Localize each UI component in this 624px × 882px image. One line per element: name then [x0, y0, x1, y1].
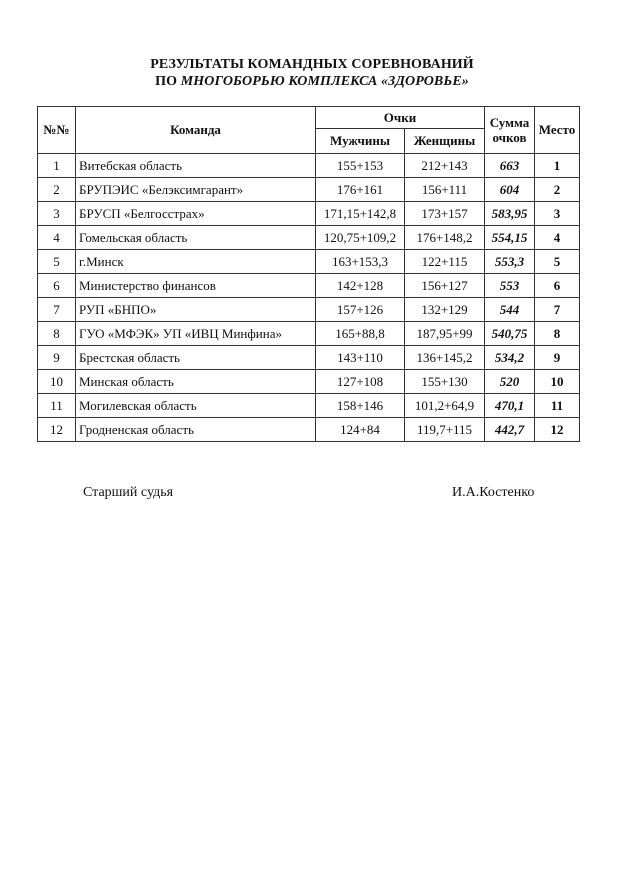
header-num: №№ [38, 107, 76, 154]
cell-men: 171,15+142,8 [316, 202, 405, 226]
table-row [38, 418, 580, 442]
cell-num: 6 [38, 274, 76, 298]
cell-place: 1 [535, 154, 580, 178]
cell-team: Гомельская область [76, 226, 316, 250]
cell-women: 212+143 [405, 154, 485, 178]
document-title-line2 [0, 74, 624, 90]
cell-place: 6 [535, 274, 580, 298]
cell-women: 176+148,2 [405, 226, 485, 250]
cell-men: 155+153 [316, 154, 405, 178]
cell-women: 187,95+99 [405, 322, 485, 346]
cell-women: 156+111 [405, 178, 485, 202]
header-sum [485, 107, 535, 154]
cell-women: 156+127 [405, 274, 485, 298]
cell-num: 10 [38, 370, 76, 394]
cell-team: Витебская область [76, 154, 316, 178]
cell-place: 5 [535, 250, 580, 274]
results-table [37, 106, 580, 442]
cell-women: 101,2+64,9 [405, 394, 485, 418]
cell-men: 165+88,8 [316, 322, 405, 346]
table-row [38, 346, 580, 370]
header-place: Место [535, 107, 580, 154]
cell-team: БРУПЭИС «Белэксимгарант» [76, 178, 316, 202]
cell-sum: 520 [485, 370, 535, 394]
cell-team: г.Минск [76, 250, 316, 274]
header-team: Команда [76, 107, 316, 154]
cell-place: 4 [535, 226, 580, 250]
cell-place: 12 [535, 418, 580, 442]
table-row [38, 178, 580, 202]
cell-place: 10 [535, 370, 580, 394]
title-line2-prefix: ПО [155, 74, 181, 89]
cell-sum: 583,95 [485, 202, 535, 226]
cell-num: 4 [38, 226, 76, 250]
table-row [38, 298, 580, 322]
cell-sum: 534,2 [485, 346, 535, 370]
cell-team: Могилевская область [76, 394, 316, 418]
cell-place: 11 [535, 394, 580, 418]
cell-women: 132+129 [405, 298, 485, 322]
cell-women: 155+130 [405, 370, 485, 394]
cell-num: 3 [38, 202, 76, 226]
table-row [38, 154, 580, 178]
cell-men: 163+153,3 [316, 250, 405, 274]
cell-team: РУП «БНПО» [76, 298, 316, 322]
cell-num: 8 [38, 322, 76, 346]
cell-men: 124+84 [316, 418, 405, 442]
title-line2-italic: МНОГОБОРЬЮ КОМПЛЕКСА «ЗДОРОВЬЕ» [180, 74, 469, 89]
cell-num: 12 [38, 418, 76, 442]
cell-sum: 604 [485, 178, 535, 202]
table-row [38, 370, 580, 394]
table-row [38, 322, 580, 346]
cell-sum: 544 [485, 298, 535, 322]
cell-num: 7 [38, 298, 76, 322]
cell-place: 9 [535, 346, 580, 370]
cell-men: 143+110 [316, 346, 405, 370]
cell-place: 2 [535, 178, 580, 202]
cell-num: 11 [38, 394, 76, 418]
cell-women: 173+157 [405, 202, 485, 226]
table-row [38, 274, 580, 298]
cell-women: 119,7+115 [405, 418, 485, 442]
judge-name: И.А.Костенко [452, 485, 535, 500]
cell-team: Минская область [76, 370, 316, 394]
cell-sum: 470,1 [485, 394, 535, 418]
cell-num: 9 [38, 346, 76, 370]
cell-sum: 553,3 [485, 250, 535, 274]
cell-sum: 540,75 [485, 322, 535, 346]
cell-team: Министерство финансов [76, 274, 316, 298]
cell-team: ГУО «МФЭК» УП «ИВЦ Минфина» [76, 322, 316, 346]
document-title-line1: РЕЗУЛЬТАТЫ КОМАНДНЫХ СОРЕВНОВАНИЙ [150, 57, 474, 72]
header-points: Очки [316, 107, 485, 129]
cell-team: Брестская область [76, 346, 316, 370]
cell-men: 127+108 [316, 370, 405, 394]
table-row [38, 394, 580, 418]
judge-role: Старший судья [83, 485, 174, 500]
header-sum-line2: очков [492, 130, 527, 145]
cell-place: 3 [535, 202, 580, 226]
cell-place: 8 [535, 322, 580, 346]
header-men: Мужчины [316, 129, 405, 154]
cell-men: 176+161 [316, 178, 405, 202]
header-row-1 [38, 107, 580, 129]
header-women: Женщины [405, 129, 485, 154]
cell-num: 5 [38, 250, 76, 274]
cell-team: Гродненская область [76, 418, 316, 442]
table-row [38, 226, 580, 250]
table-row [38, 250, 580, 274]
cell-men: 142+128 [316, 274, 405, 298]
cell-team: БРУСП «Белгосстрах» [76, 202, 316, 226]
cell-sum: 663 [485, 154, 535, 178]
cell-women: 136+145,2 [405, 346, 485, 370]
cell-men: 120,75+109,2 [316, 226, 405, 250]
cell-num: 2 [38, 178, 76, 202]
cell-sum: 553 [485, 274, 535, 298]
cell-place: 7 [535, 298, 580, 322]
table-row [38, 202, 580, 226]
cell-men: 157+126 [316, 298, 405, 322]
cell-sum: 554,15 [485, 226, 535, 250]
header-sum-line1: Сумма [489, 115, 530, 130]
cell-men: 158+146 [316, 394, 405, 418]
cell-sum: 442,7 [485, 418, 535, 442]
cell-num: 1 [38, 154, 76, 178]
cell-women: 122+115 [405, 250, 485, 274]
